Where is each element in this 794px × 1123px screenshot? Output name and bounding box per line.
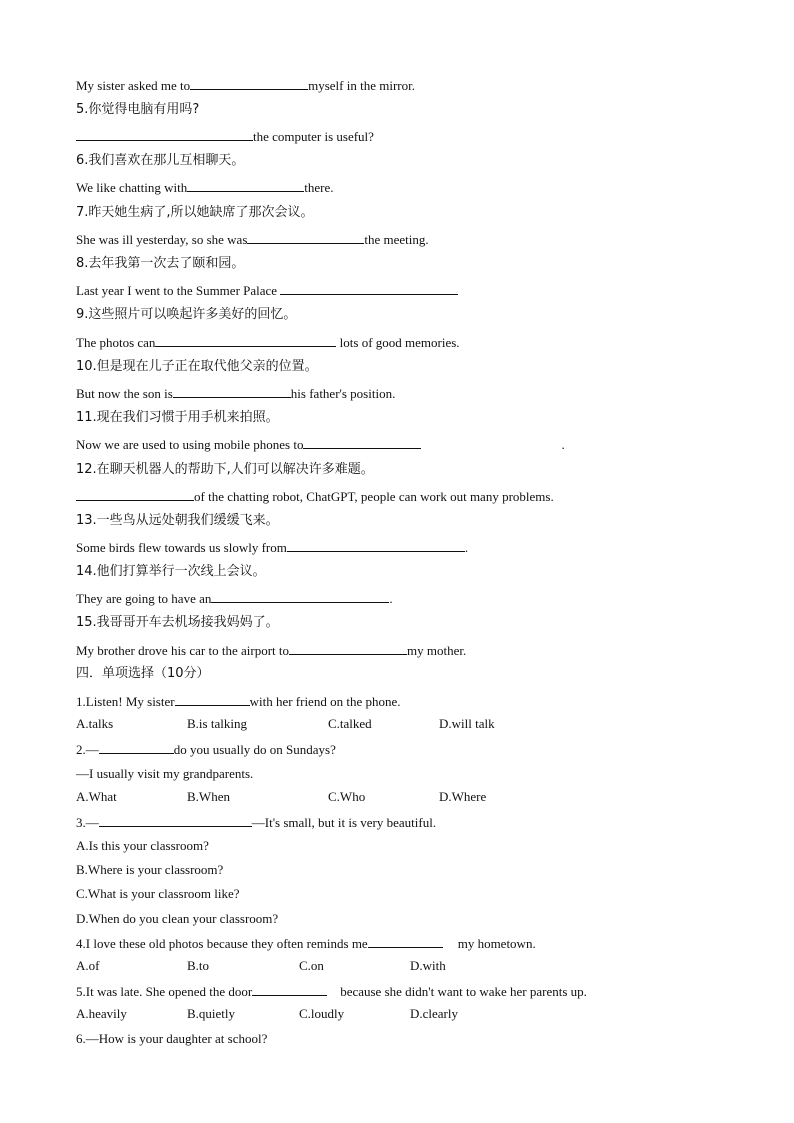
answer-text-before: But now the son is [76,386,173,401]
answer-blank[interactable] [289,641,407,655]
question-stem: 5.It was late. She opened the door [76,984,253,999]
question-prompt-7: 7.昨天她生病了,所以她缺席了那次会议。 [76,205,314,220]
mc-question-5 [76,982,587,1000]
answer-text-before: The photos can [76,335,156,350]
option-d[interactable]: D.Where [439,789,487,804]
question-prompt-9: 9.这些照片可以唤起许多美好的回忆。 [76,307,297,322]
answer-line-15 [76,641,466,659]
answer-text-before: They are going to have an [76,591,212,606]
option-b[interactable]: B.quietly [187,1006,236,1021]
answer-text-before: My brother drove his car to the airport to [76,643,289,658]
question-stem: do you usually do on Sundays? [173,742,336,757]
option-c[interactable]: C.loudly [299,1006,345,1021]
q4-answer-line [76,76,415,94]
option-d[interactable]: D.clearly [410,1006,459,1021]
option-a[interactable]: A.talks [76,716,114,731]
option-a[interactable]: A.of [76,958,100,973]
answer-text-before: My sister asked me to [76,78,191,93]
answer-blank[interactable] [368,934,443,948]
answer-blank[interactable] [303,435,421,449]
answer-blank[interactable] [287,538,465,552]
option-c[interactable]: C.on [299,958,324,973]
answer-line-5 [76,127,374,145]
answer-blank[interactable] [76,127,253,141]
answer-line-8 [76,281,458,299]
answer-text-after: the meeting. [364,232,429,247]
answer-text-after: my mother. [407,643,467,658]
answer-text-after: . [389,591,393,606]
answer-line-12 [76,487,554,505]
question-prompt-6: 6.我们喜欢在那儿互相聊天。 [76,153,245,168]
answer-text-before: She was ill yesterday, so she was [76,232,248,247]
mc-question-1 [76,692,400,710]
question-prompt-15: 15.我哥哥开车去机场接我妈妈了。 [76,615,279,630]
mc-question-3 [76,813,436,831]
answer-blank[interactable] [175,692,250,706]
option-d[interactable]: D.will talk [439,716,495,731]
question-stem: 4.I love these old photos because they often reminds me [76,936,368,951]
answer-blank[interactable] [99,740,174,754]
answer-blank[interactable] [211,589,389,603]
answer-text-after: there. [304,180,334,195]
option-b[interactable]: B.is talking [187,716,247,731]
answer-blank[interactable] [173,384,291,398]
option-c[interactable]: C.talked [328,716,372,731]
option-d[interactable]: D.When do you clean your classroom? [76,911,279,926]
question-stem: because she didn't want to wake her parents up. [340,984,587,999]
answer-text-after: myself in the mirror. [308,78,415,93]
answer-blank[interactable] [280,281,458,295]
question-prompt-10: 10.但是现在儿子正在取代他父亲的位置。 [76,359,318,374]
answer-line-14 [76,589,393,607]
answer-line-9 [76,333,460,351]
option-a[interactable]: A.Is this your classroom? [76,838,209,853]
option-a[interactable]: A.What [76,789,117,804]
question-stem: with her friend on the phone. [249,694,401,709]
section-title: 四．单项选择（10分） [76,666,210,681]
question-prompt-8: 8.去年我第一次去了颐和园。 [76,256,245,271]
question-reply: —I usually visit my grandparents. [76,766,254,781]
option-b[interactable]: B.to [187,958,210,973]
answer-text-after: . [464,540,469,555]
question-prompt-12: 12.在聊天机器人的帮助下,人们可以解决许多难题。 [76,462,374,477]
question-prompt-5: 5.你觉得电脑有用吗? [76,102,200,117]
option-c[interactable]: C.What is your classroom like? [76,886,240,901]
answer-blank[interactable] [247,230,364,244]
option-c[interactable]: C.Who [328,789,366,804]
answer-text-before: Last year I went to the Summer Palace [76,283,281,298]
answer-text-after: of the chatting robot, ChatGPT, people can work out many problems. [194,489,554,504]
question-stem: 2.— [76,742,99,757]
mc-question-2 [76,740,336,758]
answer-line-13 [76,538,468,556]
question-prompt-13: 13.一些鸟从远处朝我们缓缓飞来。 [76,513,279,528]
option-b[interactable]: B.When [187,789,230,804]
answer-blank[interactable] [76,487,194,501]
mc-question-4 [76,934,536,952]
question-prompt-11: 11.现在我们习惯于用手机来拍照。 [76,410,279,425]
answer-blank[interactable] [252,982,327,996]
answer-text-after: his father's position. [290,386,396,401]
answer-text-before: We like chatting with [76,180,188,195]
answer-blank[interactable] [187,178,304,192]
answer-text-before: Now we are used to using mobile phones to [76,437,304,452]
question-prompt-14: 14.他们打算举行一次线上会议。 [76,564,266,579]
answer-line-6 [76,178,333,196]
answer-blank[interactable] [190,76,308,90]
question-stem: 3.— [76,815,99,830]
answer-text-after: the computer is useful? [253,129,374,144]
question-stem: —It's small, but it is very beautiful. [251,815,437,830]
answer-line-11 [76,435,565,453]
question-stem: 1.Listen! My sister [76,694,175,709]
answer-text-after: lots of good memories. [336,335,460,350]
answer-line-10 [76,384,395,402]
option-d[interactable]: D.with [410,958,446,973]
answer-line-7 [76,230,429,248]
mc-question-6: 6.—How is your daughter at school? [76,1031,268,1046]
answer-text-before: Some birds flew towards us slowly from [76,540,287,555]
option-a[interactable]: A.heavily [76,1006,127,1021]
question-stem: my hometown. [457,936,536,951]
answer-text-after: . [561,437,565,452]
answer-blank[interactable] [99,813,252,827]
option-b[interactable]: B.Where is your classroom? [76,862,224,877]
answer-blank[interactable] [155,333,336,347]
